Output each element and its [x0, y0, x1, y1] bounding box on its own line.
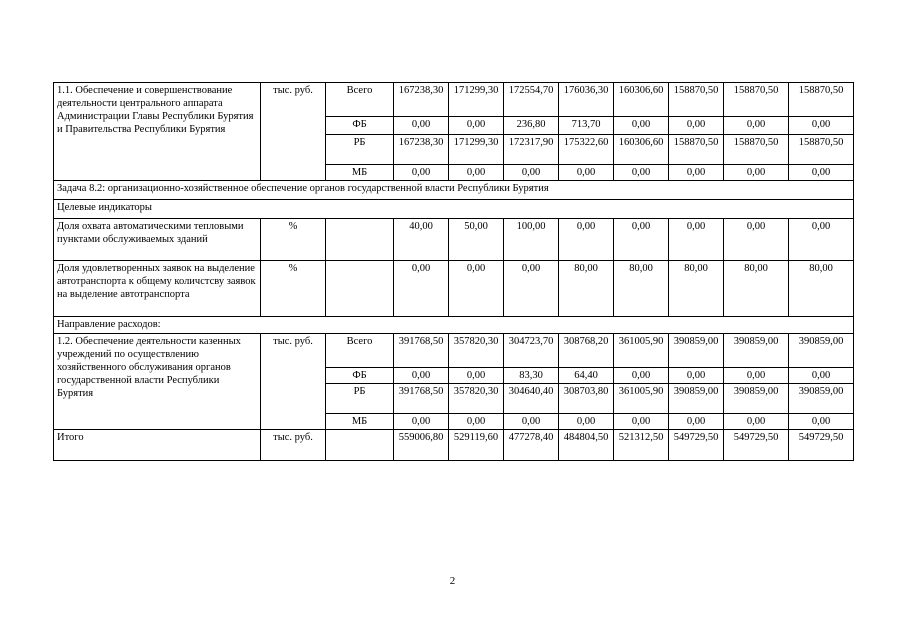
- value-cell: 158870,50: [789, 83, 854, 117]
- value-cell: 390859,00: [789, 334, 854, 368]
- value-cell: 521312,50: [614, 430, 669, 461]
- value-cell: 0,00: [394, 261, 449, 317]
- source-cell: РБ: [326, 384, 394, 414]
- table-row: [54, 334, 854, 368]
- source-cell: МБ: [326, 414, 394, 430]
- total-label: Итого: [54, 430, 261, 461]
- page-number: 2: [449, 575, 456, 587]
- value-cell: 0,00: [614, 219, 669, 261]
- budget-table: [53, 82, 854, 461]
- value-cell: 304723,70: [504, 334, 559, 368]
- unit-cell: %: [261, 219, 326, 261]
- value-cell: 176036,30: [559, 83, 614, 117]
- value-cell: 0,00: [394, 414, 449, 430]
- value-cell: 529119,60: [449, 430, 504, 461]
- value-cell: 0,00: [394, 117, 449, 135]
- value-cell: 0,00: [614, 414, 669, 430]
- value-cell: 0,00: [724, 117, 789, 135]
- value-cell: 0,00: [614, 165, 669, 181]
- value-cell: 361005,90: [614, 384, 669, 414]
- value-cell: 0,00: [669, 368, 724, 384]
- value-cell: 160306,60: [614, 135, 669, 165]
- table-row: [54, 430, 854, 461]
- indicator-name: Доля удовлетворенных заявок на выделение автотранспорта к общему количстсву заявок на выделение автотранспорта: [54, 261, 261, 317]
- value-cell: 0,00: [669, 219, 724, 261]
- unit-cell: тыс. руб.: [261, 334, 326, 430]
- source-cell: [326, 219, 394, 261]
- value-cell: 0,00: [504, 261, 559, 317]
- value-cell: 80,00: [789, 261, 854, 317]
- value-cell: 167238,30: [394, 135, 449, 165]
- measure-name: 1.1. Обеспечение и совершенствование деятельности центрального аппарата Администрации Главы Республики Бурятия и Правительства Республики Бурятия: [54, 83, 261, 181]
- value-cell: 83,30: [504, 368, 559, 384]
- source-cell: [326, 430, 394, 461]
- value-cell: 0,00: [789, 117, 854, 135]
- value-cell: 158870,50: [669, 135, 724, 165]
- source-cell: [326, 261, 394, 317]
- value-cell: 0,00: [504, 165, 559, 181]
- value-cell: 158870,50: [669, 83, 724, 117]
- value-cell: 390859,00: [669, 334, 724, 368]
- value-cell: 167238,30: [394, 83, 449, 117]
- value-cell: 357820,30: [449, 384, 504, 414]
- value-cell: 0,00: [449, 165, 504, 181]
- direction-heading: Направление расходов:: [54, 317, 854, 334]
- value-cell: 80,00: [559, 261, 614, 317]
- value-cell: 0,00: [789, 219, 854, 261]
- value-cell: 80,00: [614, 261, 669, 317]
- value-cell: 0,00: [789, 368, 854, 384]
- value-cell: 80,00: [724, 261, 789, 317]
- value-cell: 0,00: [789, 165, 854, 181]
- value-cell: 549729,50: [724, 430, 789, 461]
- value-cell: 0,00: [504, 414, 559, 430]
- value-cell: 0,00: [559, 219, 614, 261]
- value-cell: 390859,00: [724, 334, 789, 368]
- value-cell: 175322,60: [559, 135, 614, 165]
- source-cell: РБ: [326, 135, 394, 165]
- table-row: [54, 261, 854, 317]
- value-cell: 0,00: [614, 368, 669, 384]
- source-cell: Всего: [326, 83, 394, 117]
- source-cell: ФБ: [326, 117, 394, 135]
- value-cell: 0,00: [724, 368, 789, 384]
- value-cell: 158870,50: [789, 135, 854, 165]
- value-cell: 0,00: [449, 368, 504, 384]
- unit-cell: тыс. руб.: [261, 83, 326, 181]
- indicators-heading: Целевые индикаторы: [54, 200, 854, 219]
- value-cell: 361005,90: [614, 334, 669, 368]
- value-cell: 357820,30: [449, 334, 504, 368]
- value-cell: 0,00: [724, 414, 789, 430]
- value-cell: 171299,30: [449, 135, 504, 165]
- value-cell: 0,00: [449, 414, 504, 430]
- unit-cell: %: [261, 261, 326, 317]
- value-cell: 0,00: [449, 261, 504, 317]
- value-cell: 172317,90: [504, 135, 559, 165]
- value-cell: 40,00: [394, 219, 449, 261]
- value-cell: 0,00: [789, 414, 854, 430]
- table-row: [54, 181, 854, 200]
- value-cell: 160306,60: [614, 83, 669, 117]
- value-cell: 549729,50: [669, 430, 724, 461]
- source-cell: ФБ: [326, 368, 394, 384]
- value-cell: 0,00: [614, 117, 669, 135]
- measure-name: 1.2. Обеспечение деятельности казенных учреждений по осуществлению хозяйственного обслуживания органов государственной власти Республики Бурятия: [54, 334, 261, 430]
- value-cell: 391768,50: [394, 334, 449, 368]
- table-row: [54, 219, 854, 261]
- value-cell: 50,00: [449, 219, 504, 261]
- value-cell: 559006,80: [394, 430, 449, 461]
- value-cell: 172554,70: [504, 83, 559, 117]
- value-cell: 484804,50: [559, 430, 614, 461]
- value-cell: 158870,50: [724, 83, 789, 117]
- value-cell: 477278,40: [504, 430, 559, 461]
- indicator-name: Доля охвата автоматическими тепловыми пунктами обслуживаемых зданий: [54, 219, 261, 261]
- value-cell: 390859,00: [789, 384, 854, 414]
- value-cell: 158870,50: [724, 135, 789, 165]
- value-cell: 80,00: [669, 261, 724, 317]
- value-cell: 100,00: [504, 219, 559, 261]
- value-cell: 308768,20: [559, 334, 614, 368]
- value-cell: 0,00: [449, 117, 504, 135]
- value-cell: 0,00: [559, 414, 614, 430]
- value-cell: 0,00: [394, 368, 449, 384]
- value-cell: 0,00: [669, 414, 724, 430]
- table-row: [54, 83, 854, 117]
- value-cell: 0,00: [669, 117, 724, 135]
- source-cell: Всего: [326, 334, 394, 368]
- value-cell: 0,00: [394, 165, 449, 181]
- value-cell: 171299,30: [449, 83, 504, 117]
- value-cell: 0,00: [724, 219, 789, 261]
- value-cell: 713,70: [559, 117, 614, 135]
- table-row: [54, 200, 854, 219]
- value-cell: 549729,50: [789, 430, 854, 461]
- value-cell: 391768,50: [394, 384, 449, 414]
- value-cell: 0,00: [559, 165, 614, 181]
- value-cell: 390859,00: [669, 384, 724, 414]
- value-cell: 0,00: [669, 165, 724, 181]
- value-cell: 304640,40: [504, 384, 559, 414]
- value-cell: 236,80: [504, 117, 559, 135]
- table-row: [54, 317, 854, 334]
- value-cell: 0,00: [724, 165, 789, 181]
- task-heading: Задача 8.2: организационно-хозяйственное обеспечение органов государственной власти Республики Бурятия: [54, 181, 854, 200]
- unit-cell: тыс. руб.: [261, 430, 326, 461]
- source-cell: МБ: [326, 165, 394, 181]
- value-cell: 64,40: [559, 368, 614, 384]
- value-cell: 390859,00: [724, 384, 789, 414]
- value-cell: 308703,80: [559, 384, 614, 414]
